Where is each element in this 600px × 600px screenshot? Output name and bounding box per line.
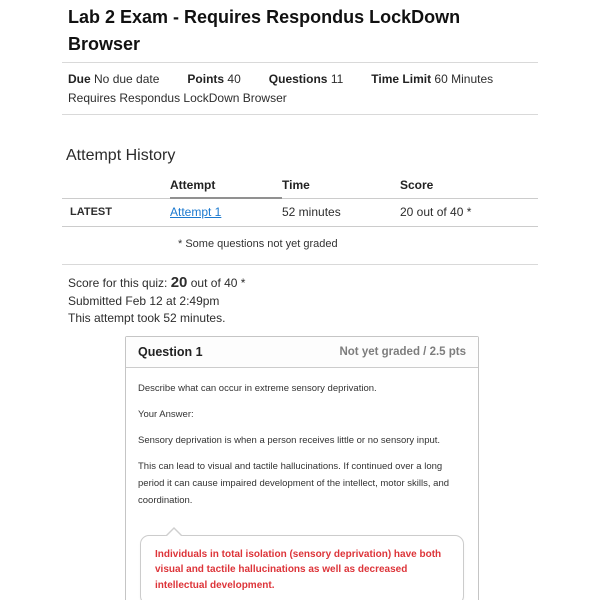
attempt-column-header: Attempt (170, 176, 282, 198)
attempt-row (62, 198, 538, 227)
grader-comment-bubble (140, 535, 464, 600)
points-label: Points (187, 72, 225, 86)
grader-comment-text: Individuals in total isolation (sensory deprivation) have both visual and tactile hallucinations as well as decreased intellectual development. (155, 548, 442, 591)
due-detail (68, 71, 159, 87)
time-cell: 52 minutes (282, 198, 400, 227)
answer-paragraph: This can lead to visual and tactile hallucinations. If continued over a long period it can cause impaired development of the intellect, motor skills, and coordination. (138, 460, 450, 506)
attempt-history-heading: Attempt History (66, 147, 176, 164)
submitted-line: Submitted Feb 12 at 2:49pm (68, 293, 220, 308)
time-limit-detail (371, 71, 493, 87)
answer-paragraph: Sensory deprivation is when a person receives little or no sensory input. (138, 434, 441, 446)
question-prompt: Describe what can occur in extreme sensory deprivation. (138, 382, 377, 394)
latest-badge: LATEST (62, 198, 170, 227)
attempt-table-empty-header (62, 176, 170, 198)
score-value: 20 (170, 274, 188, 291)
quiz-score-line (68, 275, 538, 292)
attempt-history-table (62, 176, 538, 227)
attempt-1-link[interactable]: Attempt 1 (170, 205, 222, 219)
quiz-summary (62, 265, 538, 327)
score-column-header: Score (400, 176, 538, 198)
questions-label: Questions (268, 72, 328, 86)
points-detail (187, 71, 240, 87)
divider-details (62, 114, 538, 115)
time-column-header: Time (282, 176, 400, 198)
attempt-cell (170, 198, 282, 227)
page-title: Lab 2 Exam - Requires Respondus LockDown Browser (68, 7, 461, 54)
question-body (126, 368, 478, 600)
questions-value: 11 (330, 72, 344, 86)
lockdown-requirement: Requires Respondus LockDown Browser (68, 91, 287, 105)
grading-footnote: * Some questions not yet graded (178, 238, 338, 250)
score-prefix: Score for this quiz: (68, 276, 168, 290)
points-value: 40 (227, 72, 241, 86)
attempt-table-header-row (62, 176, 538, 198)
due-value: No due date (94, 72, 160, 86)
questions-detail (269, 71, 344, 87)
quiz-details (62, 63, 538, 112)
duration-line: This attempt took 52 minutes. (68, 311, 226, 325)
time-limit-value: 60 Minutes (434, 72, 494, 86)
due-label: Due (68, 72, 91, 86)
question-title: Question 1 (138, 344, 203, 359)
question-grading-status: Not yet graded / 2.5 pts (339, 345, 466, 358)
time-limit-label: Time Limit (371, 72, 432, 86)
question-1-header (126, 337, 478, 368)
score-suffix: out of 40 * (190, 276, 246, 290)
your-answer-label: Your Answer: (138, 408, 194, 420)
score-cell: 20 out of 40 * (400, 198, 538, 227)
question-1-card (125, 336, 479, 600)
quiz-details-row (68, 71, 538, 87)
